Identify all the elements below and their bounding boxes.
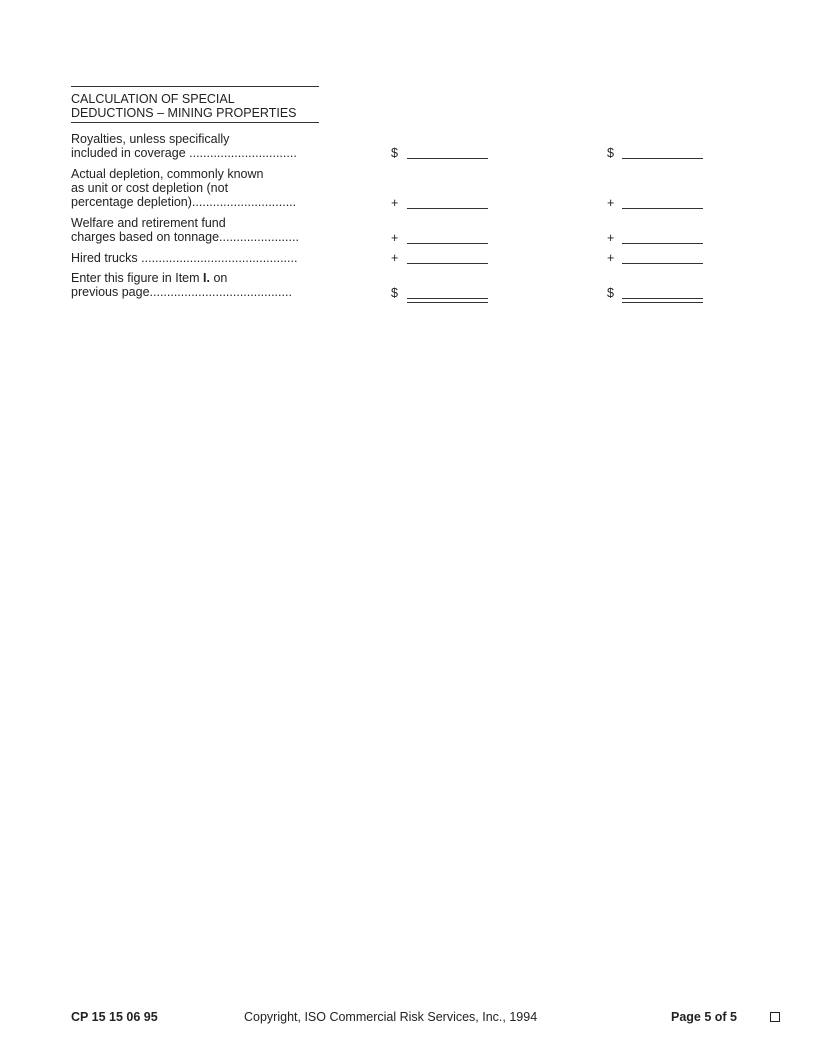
row-total-label [71, 271, 321, 299]
form-number: CP 15 15 06 95 [71, 1010, 158, 1024]
dollar-symbol: $ [391, 286, 398, 300]
plus-symbol: + [391, 196, 399, 210]
row-depletion-label [71, 167, 321, 209]
page-number: Page 5 of 5 [671, 1010, 737, 1024]
royalties-amount-field-2[interactable] [622, 158, 703, 159]
label-line: Actual depletion, commonly known [71, 167, 264, 181]
label-line: as unit or cost depletion (not [71, 181, 229, 195]
label-line: percentage depletion).............................. [71, 195, 297, 209]
total-amount-field-2[interactable] [622, 298, 703, 303]
label-line: charges based on tonnage....................... [71, 230, 299, 244]
hired-trucks-amount-field-2[interactable] [622, 263, 703, 264]
hired-trucks-amount-field-1[interactable] [407, 263, 488, 264]
label-text: on [209, 271, 228, 285]
plus-symbol: + [607, 231, 615, 245]
royalties-amount-field-1[interactable] [407, 158, 488, 159]
section-title-line1: CALCULATION OF SPECIAL [71, 92, 235, 106]
dollar-symbol: $ [391, 146, 398, 160]
depletion-amount-field-1[interactable] [407, 208, 488, 209]
section-heading [71, 86, 319, 123]
plus-symbol: + [607, 196, 615, 210]
row-royalties-label [71, 132, 321, 160]
row-hired-trucks-label [71, 251, 321, 265]
section-title-line2: DEDUCTIONS – MINING PROPERTIES [71, 106, 297, 120]
label-line: included in coverage ............................... [71, 146, 297, 160]
plus-symbol: + [607, 251, 615, 265]
label-line: Hired trucks ............................................. [71, 251, 298, 265]
copyright-text: Copyright, ISO Commercial Risk Services, Inc., 1994 [244, 1010, 538, 1024]
plus-symbol: + [391, 231, 399, 245]
welfare-amount-field-2[interactable] [622, 243, 703, 244]
depletion-amount-field-2[interactable] [622, 208, 703, 209]
label-line [71, 271, 321, 285]
plus-symbol: + [391, 251, 399, 265]
dollar-symbol: $ [607, 146, 614, 160]
label-text: Enter this figure in Item [71, 271, 204, 285]
dollar-symbol: $ [607, 286, 614, 300]
total-amount-field-1[interactable] [407, 298, 488, 303]
label-line: Royalties, unless specifically [71, 132, 230, 146]
row-welfare-label [71, 216, 321, 244]
label-line: Welfare and retirement fund [71, 216, 226, 230]
label-line: previous page......................................... [71, 285, 292, 299]
welfare-amount-field-1[interactable] [407, 243, 488, 244]
item-reference: I. [203, 271, 210, 285]
square-icon [770, 1012, 780, 1022]
